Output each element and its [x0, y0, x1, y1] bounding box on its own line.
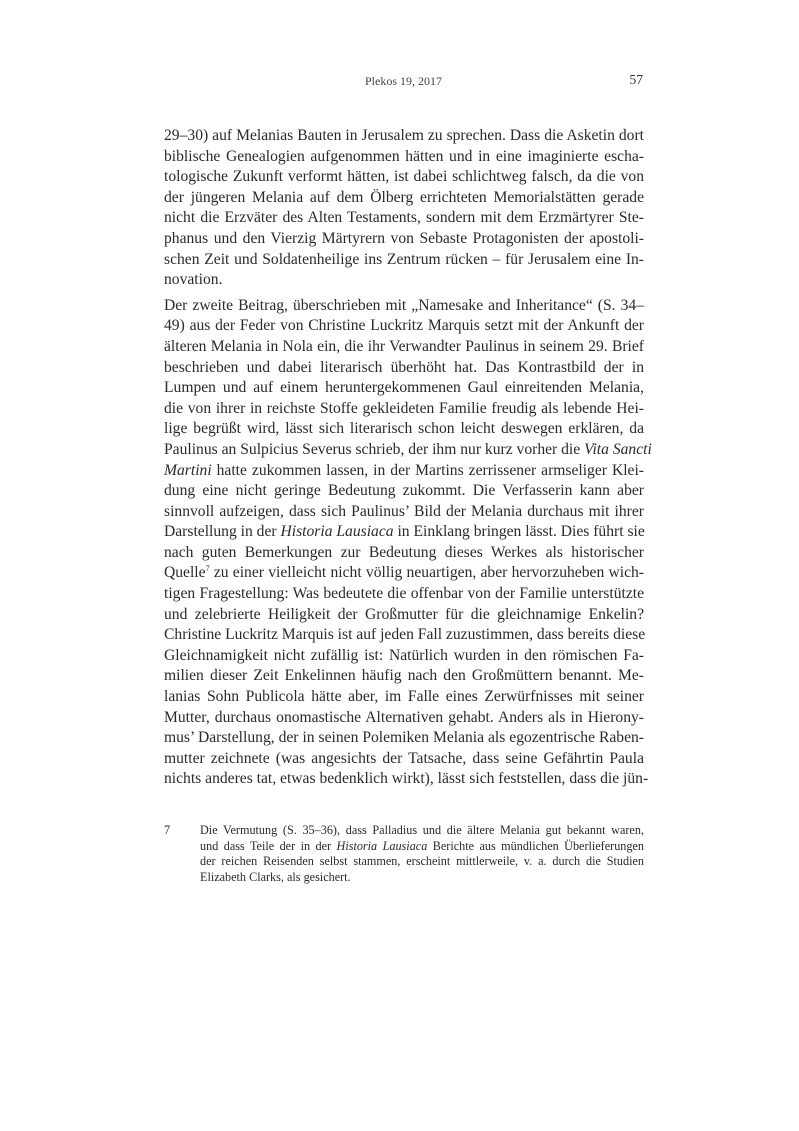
- text-line-with-title: Paulinus an Sulpicius Severus schrieb, der ihm nur kurz vorher die Vita Sancti: [164, 440, 652, 458]
- text-line: nicht die Erzväter des Alten Testaments, sondern mit dem Erzmärtyrer Ste-: [164, 209, 644, 227]
- text-line: Der zweite Beitrag, überschrieben mit „Namesake and Inheritance“ (S. 34–: [164, 296, 644, 314]
- footnote-body: [200, 823, 644, 885]
- text-line: älteren Melania in Nola ein, die ihr Verwandter Paulinus in seinem 29. Brief: [164, 337, 644, 355]
- text-line: nach guten Bemerkungen zur Bedeutung dieses Werkes als historischer: [164, 543, 644, 561]
- work-title: Historia Lausiaca: [280, 523, 394, 541]
- work-title: Martini: [164, 461, 212, 479]
- text-line: tigen Fragestellung: Was bedeutete die offenbar von der Familie unterstützte: [164, 585, 644, 603]
- text-line: Christine Luckritz Marquis ist auf jeden Fall zuzustimmen, dass bereits diese: [164, 626, 646, 644]
- text-line: beschrieben und dabei literarisch überhöht hat. Das Kontrastbild der in: [164, 358, 644, 376]
- text-line: Gleichnamigkeit nicht zufällig ist: Natürlich wurden in den römischen Fa-: [164, 646, 644, 664]
- text-line: mus’ Darstellung, der in seinen Polemiken Melania als egozentrische Raben-: [164, 729, 644, 747]
- text-line: und zelebrierte Heiligkeit der Großmutter für die gleichnamige Enkelin?: [164, 605, 644, 623]
- text-line-with-footnote-ref: Quelle$^7$ zu einer vielleicht nicht völlig neuartigen, aber hervorzuheben wich-: [164, 564, 644, 582]
- footnote-7: [164, 823, 644, 885]
- text-line: tologische Zukunft verformt hätten, ist dabei schlichtweg falsch, da die von: [164, 168, 644, 186]
- work-title: Historia Lausiaca: [336, 838, 428, 853]
- footnotes: [164, 823, 644, 885]
- text-line: dung eine nicht geringe Bedeutung zukommt. Die Verfasserin kann aber: [164, 482, 644, 500]
- text-line: mutter zeichnete (was angesichts der Tatsache, dass seine Gefährtin Paula: [164, 749, 644, 767]
- text-line: der jüngeren Melania auf dem Ölberg errichteten Memorialstätten gerade: [164, 188, 644, 206]
- text-line: sinnvoll aufzeigen, dass sich Paulinus’ Bild der Melania durchaus mit ihrer: [164, 502, 644, 520]
- text-line: 29–30) auf Melanias Bauten in Jerusalem zu sprechen. Dass die Asketin dort: [164, 127, 644, 144]
- text-line: phanus und den Vierzig Märtyrern von Sebaste Protagonisten der apostoli-: [164, 229, 644, 247]
- text-line: schen Zeit und Soldatenheilige ins Zentrum rücken – für Jerusalem eine In-: [164, 250, 644, 268]
- footnote-line: Elizabeth Clarks, als gesichert.: [200, 869, 351, 884]
- work-title: Vita Sancti: [584, 440, 652, 458]
- running-head: [164, 74, 643, 90]
- text-line: die von ihrer in reichste Stoffe gekleideten Familie freudig als lebende Hei-: [164, 399, 644, 417]
- footnote-line-with-title: und dass Teile der in der Historia Lausiaca Berichte aus mündlichen Überlieferungen: [200, 838, 644, 853]
- text-line: Lumpen und auf einem heruntergekommenen Gaul einreitenden Melania,: [164, 379, 644, 397]
- running-title: Plekos 19, 2017: [364, 74, 442, 88]
- text-line: milien dieser Zeit Enkelinnen häufig nach den Großmüttern benannt. Me-: [164, 667, 644, 685]
- footnote-reference[interactable]: 7: [205, 564, 210, 574]
- text-line: lige begrüßt wird, lässt sich literarisch schon leicht deswegen erklären, da: [164, 420, 644, 438]
- text-line-with-title: Darstellung in der Historia Lausiaca in Einklang bringen lässt. Dies führt sie: [164, 523, 645, 541]
- footnote-number: 7: [164, 823, 171, 837]
- text-line: nichts anderes tat, etwas bedenklich wirkt), lässt sich feststellen, dass die jün-: [164, 770, 649, 788]
- footnote-line: Die Vermutung (S. 35–36), dass Palladius und die ältere Melania gut bekannt waren,: [200, 823, 644, 837]
- text-line: novation.: [164, 271, 223, 289]
- text-line: lanias Sohn Publicola hätte aber, im Falle eines Zerwürfnisses mit seiner: [164, 688, 644, 706]
- text-line-with-title: Martini hatte zukommen lassen, in der Martins zerrissener armseliger Klei-: [164, 461, 644, 479]
- paragraph-1: [164, 126, 644, 291]
- text-line: 49) aus der Feder von Christine Luckritz Marquis setzt mit der Ankunft der: [164, 317, 644, 335]
- text-line: biblische Genealogien aufgenommen hätten und in eine imaginierte escha-: [164, 147, 644, 165]
- page-number: 57: [629, 72, 643, 87]
- paragraph-2: [164, 296, 652, 790]
- footnote-line: der reichen Reisenden selbst stammen, erscheint mittlerweile, v. a. durch die Studien: [200, 854, 644, 869]
- body-text: [164, 126, 652, 790]
- text-line: Mutter, durchaus onomastische Alternativen gehabt. Anders als in Hierony-: [164, 708, 644, 726]
